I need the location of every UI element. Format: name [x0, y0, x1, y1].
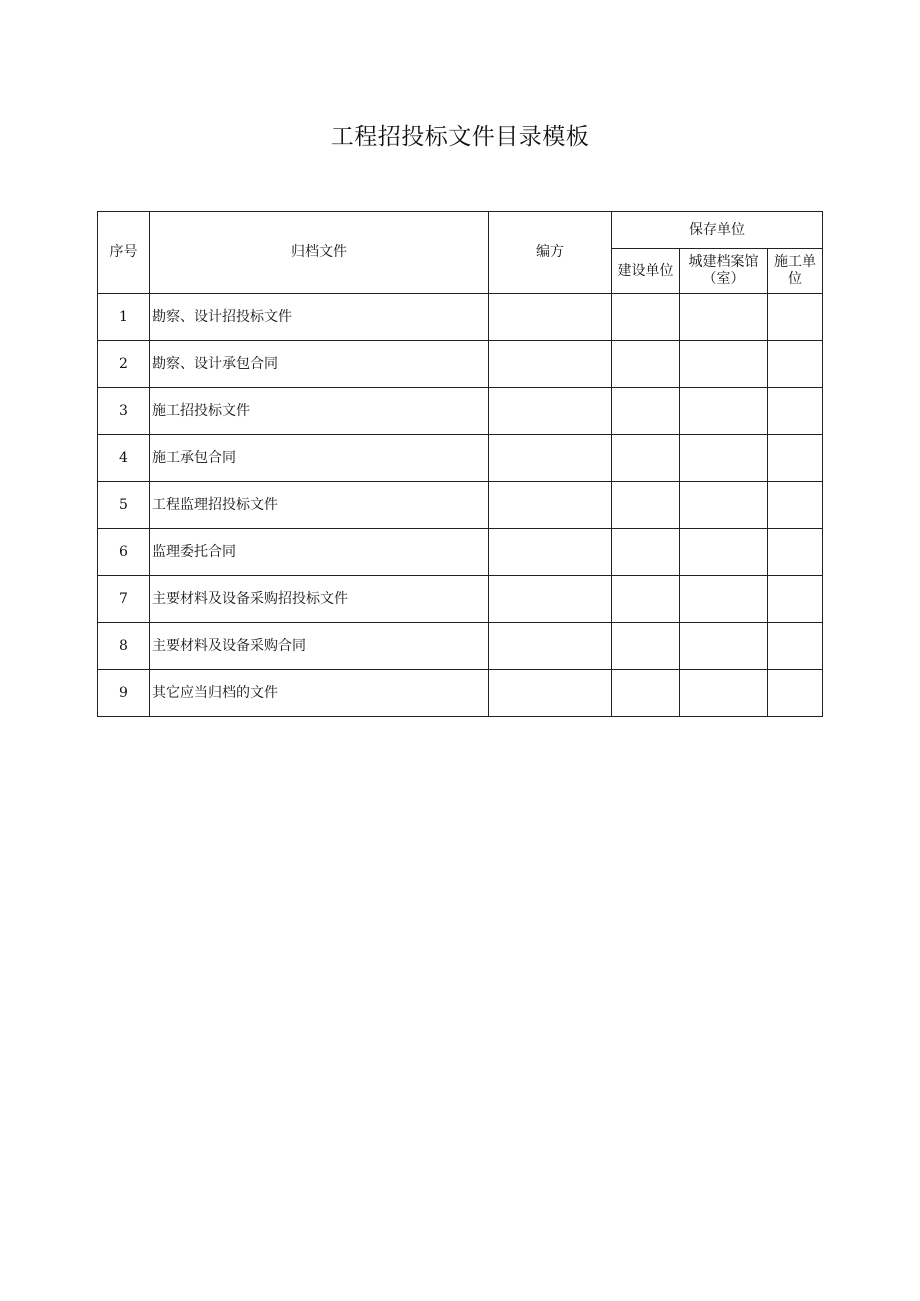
- row-archive-cell: [680, 482, 768, 529]
- row-archive-cell: [680, 294, 768, 341]
- row-seq: 4: [98, 435, 150, 482]
- row-compiler-cell: [489, 623, 612, 670]
- header-seq: 序号: [98, 212, 150, 294]
- row-document: 勘察、设计承包合同: [150, 341, 489, 388]
- table-row: [98, 529, 823, 576]
- row-compiler-cell: [489, 388, 612, 435]
- row-archive-cell: [680, 670, 768, 717]
- row-construction-cell: [612, 623, 680, 670]
- header-storage-contractor: [768, 249, 823, 294]
- row-compiler-cell: [489, 670, 612, 717]
- row-contractor-cell: [768, 435, 823, 482]
- table-row: [98, 576, 823, 623]
- header-storage: 保存单位: [612, 212, 823, 249]
- header-row: [98, 212, 823, 249]
- row-compiler-cell: [489, 435, 612, 482]
- row-contractor-cell: [768, 576, 823, 623]
- row-archive-cell: [680, 623, 768, 670]
- row-compiler-cell: [489, 341, 612, 388]
- header-compiler: 编方: [489, 212, 612, 294]
- row-archive-cell: [680, 341, 768, 388]
- table-row: [98, 482, 823, 529]
- row-compiler-cell: [489, 576, 612, 623]
- row-archive-cell: [680, 435, 768, 482]
- row-seq: 7: [98, 576, 150, 623]
- table-row: [98, 435, 823, 482]
- table-row: [98, 623, 823, 670]
- row-contractor-cell: [768, 623, 823, 670]
- row-document: 监理委托合同: [150, 529, 489, 576]
- page-title: 工程招投标文件目录模板: [330, 124, 590, 150]
- row-compiler-cell: [489, 529, 612, 576]
- row-document: 主要材料及设备采购合同: [150, 623, 489, 670]
- header-storage-contractor-label: 施工单位: [774, 254, 816, 287]
- row-contractor-cell: [768, 670, 823, 717]
- row-archive-cell: [680, 529, 768, 576]
- row-construction-cell: [612, 482, 680, 529]
- row-compiler-cell: [489, 482, 612, 529]
- row-construction-cell: [612, 341, 680, 388]
- header-storage-archive: [680, 249, 768, 294]
- row-seq: 1: [98, 294, 150, 341]
- row-seq: 6: [98, 529, 150, 576]
- row-document: 施工招投标文件: [150, 388, 489, 435]
- row-document: 其它应当归档的文件: [150, 670, 489, 717]
- row-construction-cell: [612, 294, 680, 341]
- row-document: 工程监理招投标文件: [150, 482, 489, 529]
- row-contractor-cell: [768, 388, 823, 435]
- row-seq: 9: [98, 670, 150, 717]
- row-seq: 8: [98, 623, 150, 670]
- row-construction-cell: [612, 670, 680, 717]
- header-storage-construction: [612, 249, 680, 294]
- row-archive-cell: [680, 576, 768, 623]
- row-document: 主要材料及设备采购招投标文件: [150, 576, 489, 623]
- row-seq: 3: [98, 388, 150, 435]
- header-document: 归档文件: [150, 212, 489, 294]
- row-contractor-cell: [768, 529, 823, 576]
- row-archive-cell: [680, 388, 768, 435]
- row-construction-cell: [612, 576, 680, 623]
- row-construction-cell: [612, 388, 680, 435]
- header-storage-archive-label: 城建档案馆（室）: [688, 254, 759, 287]
- row-seq: 5: [98, 482, 150, 529]
- archive-catalog-table: [97, 211, 823, 717]
- row-construction-cell: [612, 529, 680, 576]
- header-storage-construction-label: 建设单位: [617, 262, 674, 279]
- row-contractor-cell: [768, 341, 823, 388]
- row-compiler-cell: [489, 294, 612, 341]
- row-contractor-cell: [768, 482, 823, 529]
- row-document: 勘察、设计招投标文件: [150, 294, 489, 341]
- row-contractor-cell: [768, 294, 823, 341]
- table-row: [98, 670, 823, 717]
- table-row: [98, 388, 823, 435]
- row-seq: 2: [98, 341, 150, 388]
- table-row: [98, 341, 823, 388]
- row-document: 施工承包合同: [150, 435, 489, 482]
- table-row: [98, 294, 823, 341]
- row-construction-cell: [612, 435, 680, 482]
